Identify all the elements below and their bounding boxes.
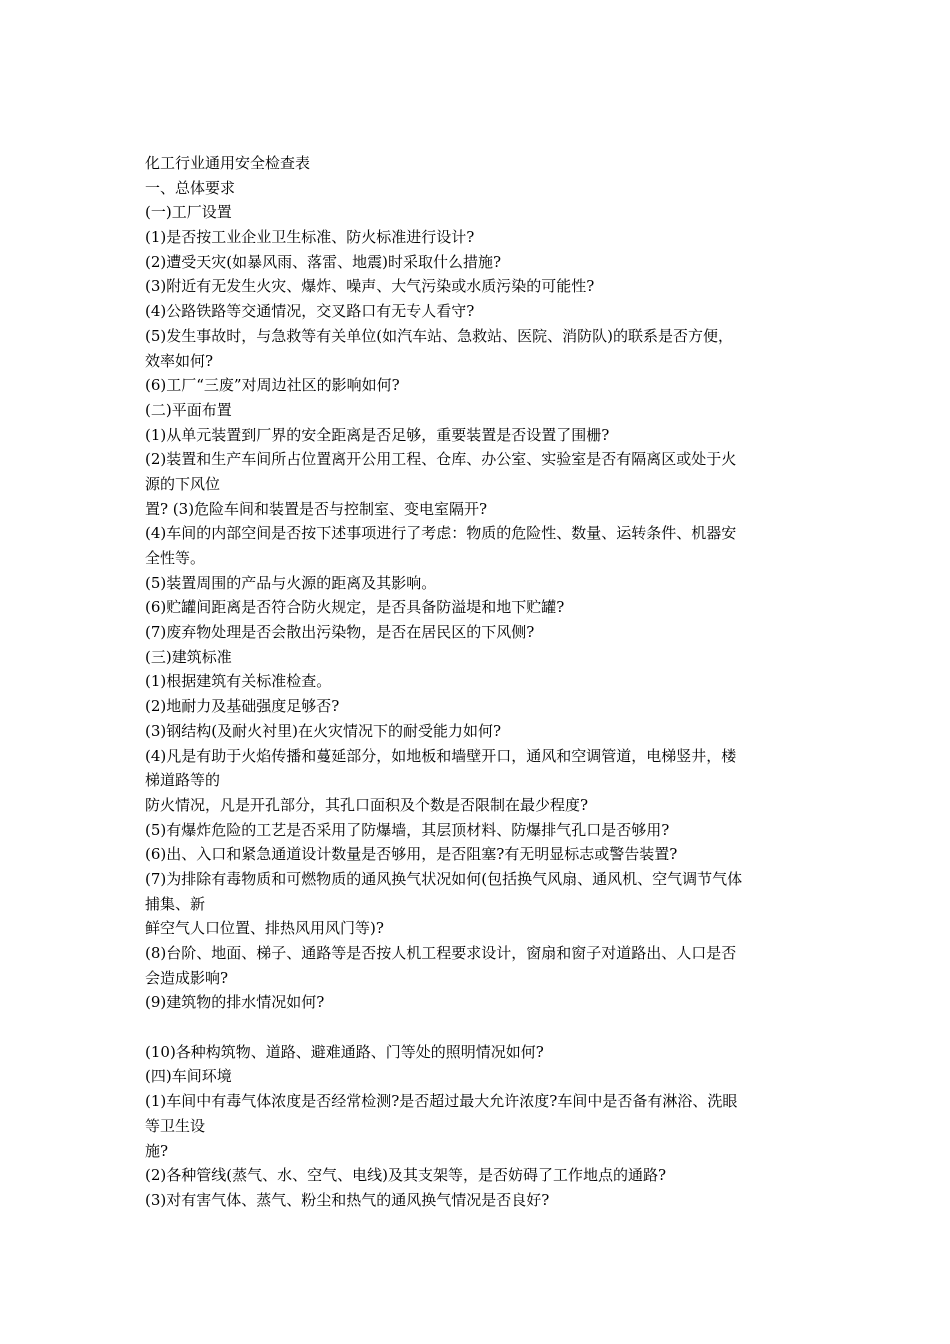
text-line: (6)贮罐间距离是否符合防火规定，是否具备防溢堤和地下贮罐? bbox=[145, 598, 565, 617]
text-line: (3)对有害气体、蒸气、粉尘和热气的通风换气情况是否良好? bbox=[145, 1190, 550, 1209]
text-line: 化工行业通用安全检查表 bbox=[145, 154, 311, 172]
text-line: 施? bbox=[145, 1141, 169, 1160]
text-line: 捕集、新 bbox=[145, 894, 206, 913]
text-line: (5)装置周围的产品与火源的距离及其影响。 bbox=[145, 573, 437, 592]
text-line: (1)车间中有毒气体浓度是否经常检测?是否超过最大允许浓度?车间中是否备有淋浴、洗眼 bbox=[145, 1092, 738, 1111]
text-line: 一、总体要求 bbox=[145, 178, 236, 197]
text-line: 源的下风位 bbox=[145, 474, 221, 493]
text-line: (2)地耐力及基础强度足够否? bbox=[145, 697, 340, 716]
text-line: (1)根据建筑有关标准检查。 bbox=[145, 672, 332, 691]
text-line: (3)钢结构(及耐火衬里)在火灾情况下的耐受能力如何? bbox=[145, 721, 501, 740]
blank-line bbox=[145, 1015, 815, 1040]
text-line: 置? (3)危险车间和装置是否与控制室、变电室隔开? bbox=[145, 499, 488, 518]
text-line: (1)从单元装置到厂界的安全距离是否足够，重要装置是否设置了围栅? bbox=[145, 425, 610, 444]
text-line: (6)工厂“三废”对周边社区的影响如何? bbox=[145, 376, 400, 395]
text-line: (5)发生事故时，与急救等有关单位(如汽车站、急救站、医院、消防队)的联系是否方便， bbox=[145, 326, 733, 345]
text-line: (9)建筑物的排水情况如何? bbox=[145, 993, 325, 1012]
text-line: 梯道路等的 bbox=[145, 771, 221, 790]
text-line: 防火情况，凡是开孔部分，其孔口面积及个数是否限制在最少程度? bbox=[145, 795, 589, 814]
text-line: (二)平面布置 bbox=[145, 400, 232, 419]
text-line: (1)是否按工业企业卫生标准、防火标准进行设计? bbox=[145, 228, 475, 247]
text-line: (4)凡是有助于火焰传播和蔓延部分，如地板和墙壁开口，通风和空调管道，电梯竖井，楼 bbox=[145, 746, 737, 765]
text-line: (4)公路铁路等交通情况，交叉路口有无专人看守? bbox=[145, 302, 475, 321]
text-line: 会造成影响? bbox=[145, 968, 229, 987]
text-line: (2)遭受天灾(如暴风雨、落雷、地震)时采取什么措施? bbox=[145, 252, 501, 271]
text-line: (7)为排除有毒物质和可燃物质的通风换气状况如何(包括换气风扇、通风机、空气调节气体 bbox=[145, 869, 743, 888]
text-line: (四)车间环境 bbox=[145, 1067, 232, 1086]
text-line: (7)废弃物处理是否会散出污染物，是否在居民区的下风侧? bbox=[145, 623, 535, 642]
document-body bbox=[145, 151, 815, 1213]
text-line: (3)附近有无发生火灾、爆炸、噪声、大气污染或水质污染的可能性? bbox=[145, 277, 595, 296]
text-line: (5)有爆炸危险的工艺是否采用了防爆墙，其层顶材料、防爆排气孔口是否够用? bbox=[145, 820, 670, 839]
text-line: (三)建筑标准 bbox=[145, 647, 232, 666]
text-line: 鲜空气人口位置、排热风用风门等)? bbox=[145, 919, 384, 938]
text-line: (10)各种构筑物、道路、避难通路、门等处的照明情况如何? bbox=[145, 1042, 544, 1061]
text-line: (2)装置和生产车间所占位置离开公用工程、仓库、办公室、实验室是否有隔离区或处于火 bbox=[145, 450, 737, 469]
text-line: (2)各种管线(蒸气、水、空气、电线)及其支架等，是否妨碍了工作地点的通路? bbox=[145, 1166, 666, 1185]
text-line: 等卫生设 bbox=[145, 1116, 206, 1135]
text-line: 效率如何? bbox=[145, 351, 214, 370]
text-line: (一)工厂设置 bbox=[145, 203, 232, 222]
text-line: (6)出、入口和紧急通道设计数量是否够用，是否阻塞?有无明显标志或警告装置? bbox=[145, 845, 678, 864]
text-line: (4)车间的内部空间是否按下述事项进行了考虑：物质的危险性、数量、运转条件、机器安 bbox=[145, 524, 737, 543]
text-line: 全性等。 bbox=[145, 549, 206, 567]
text-line: (8)台阶、地面、梯子、通路等是否按人机工程要求设计，窗扇和窗子对道路出、人口是否 bbox=[145, 944, 737, 962]
